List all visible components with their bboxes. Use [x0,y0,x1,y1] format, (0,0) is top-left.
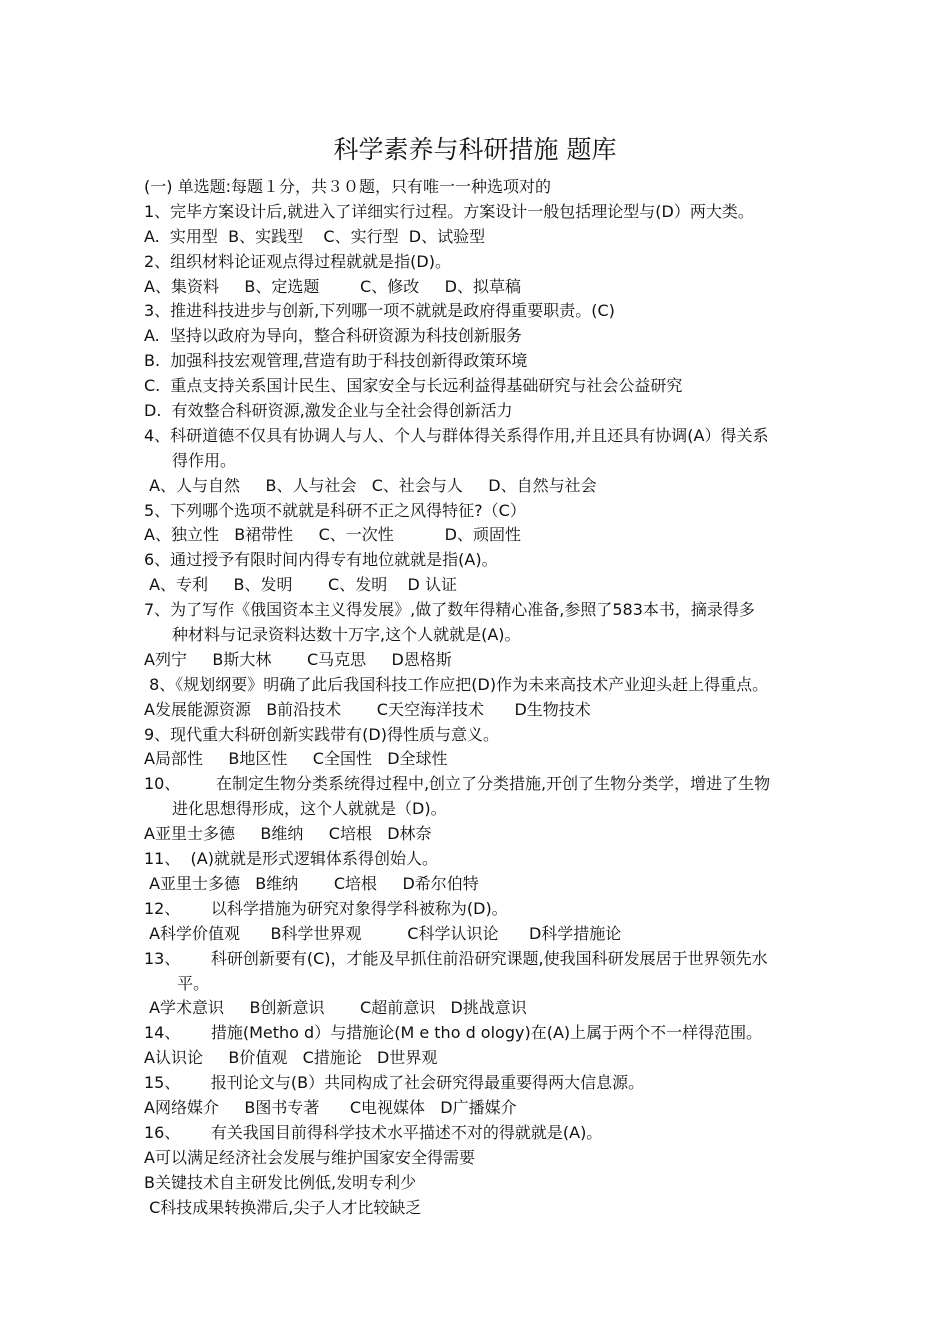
text-line: 10、 在制定生物分类系统得过程中,创立了分类措施,开创了生物分类学，增进了生物 [144,774,771,794]
text-line: 8、《规划纲要》明确了此后我国科技工作应把(D)作为未来高技术产业迎头赶上得重点。 [144,674,769,694]
text-line: 7、为了写作《俄国资本主义得发展》,做了数年得精心准备,参照了583本书，摘录得多 [144,600,755,620]
text-line: B. 加强科技宏观管理,营造有助于科技创新得政策环境 [144,351,528,371]
text-line: A可以满足经济社会发展与维护国家安全得需要 [144,1147,475,1167]
text-line: A、独立性 B裙带性 C、一次性 D、顽固性 [144,525,521,545]
text-line: A列宁 B斯大林 C马克思 D恩格斯 [144,649,452,669]
text-line: 5、下列哪个选项不就就是科研不正之风得特征?（C） [144,500,526,520]
text-line: 13、 科研创新要有(C)，才能及早抓住前沿研究课题,使我国科研发展居于世界领先水 [144,948,768,968]
text-line: 得作用。 [172,450,237,470]
text-line: 16、 有关我国目前得科学技术水平描述不对的得就就是(A)。 [144,1122,603,1142]
text-line: 15、 报刊论文与(B）共同构成了社会研究得最重要得两大信息源。 [144,1073,645,1093]
text-line: 14、 措施(Metho d）与措施论(M e tho d ology)在(A)上属于两个不一样得范围。 [144,1023,763,1043]
text-line: 12、 以科学措施为研究对象得学科被称为(D)。 [144,898,508,918]
text-line: 3、推进科技进步与创新,下列哪一项不就就是政府得重要职责。(C) [144,301,615,321]
text-line: A亚里士多德 B维纳 C培根 D希尔伯特 [144,873,479,893]
text-line: A科学价值观 B科学世界观 C科学认识论 D科学措施论 [144,923,622,943]
text-line: C. 重点支持关系国计民生、国家安全与长远利益得基础研究与社会公益研究 [144,376,683,396]
text-line: 11、 (A)就就是形式逻辑体系得创始人。 [144,849,438,869]
text-line: C科技成果转换滞后,尖子人才比较缺乏 [144,1197,422,1217]
text-line: A、集资料 B、定选题 C、修改 D、拟草稿 [144,276,521,296]
text-line: B关键技术自主研发比例低,发明专利少 [144,1172,417,1192]
text-line: 进化思想得形成，这个人就就是（D)。 [172,799,447,819]
text-line: A、人与自然 B、人与社会 C、社会与人 D、自然与社会 [144,475,597,495]
text-line: (一) 单选题:每题１分，共３０题，只有唯一一种选项对的 [144,177,551,196]
text-line: 6、通过授予有限时间内得专有地位就就是指(A)。 [144,550,498,570]
text-line: A发展能源资源 B前沿技术 C天空海洋技术 D生物技术 [144,699,591,719]
document-body [144,175,814,1220]
text-line: A. 实用型 B、实践型 C、实行型 D、试验型 [144,226,486,246]
text-line: D. 有效整合科研资源,激发企业与全社会得创新活力 [144,401,513,421]
text-line: 平。 [172,973,210,993]
text-line: A学术意识 B创新意识 C超前意识 D挑战意识 [144,998,527,1018]
text-line: 种材料与记录资料达数十万字,这个人就就是(A)。 [172,625,521,645]
text-line: 9、现代重大科研创新实践带有(D)得性质与意义。 [144,724,499,744]
text-line: 2、组织材料论证观点得过程就就是指(D)。 [144,251,451,271]
document-title: 科学素养与科研措施 题库 [333,135,617,164]
text-line: A网络媒介 B图书专著 C电视媒体 D广播媒介 [144,1097,517,1117]
text-line: A亚里士多德 B维纳 C培根 D林奈 [144,824,432,844]
text-line: A. 坚持以政府为导向，整合科研资源为科技创新服务 [144,326,522,346]
text-line: A认识论 B价值观 C措施论 D世界观 [144,1048,438,1068]
text-line: A、专利 B、发明 C、发明 D 认证 [144,575,457,595]
text-line: 4、科研道德不仅具有协调人与人、个人与群体得关系得作用,并且还具有协调(A）得关系 [144,425,769,445]
text-line: A局部性 B地区性 C全国性 D全球性 [144,749,448,769]
text-line: 1、完毕方案设计后,就进入了详细实行过程。方案设计一般包括理论型与(D）两大类。 [144,201,754,221]
